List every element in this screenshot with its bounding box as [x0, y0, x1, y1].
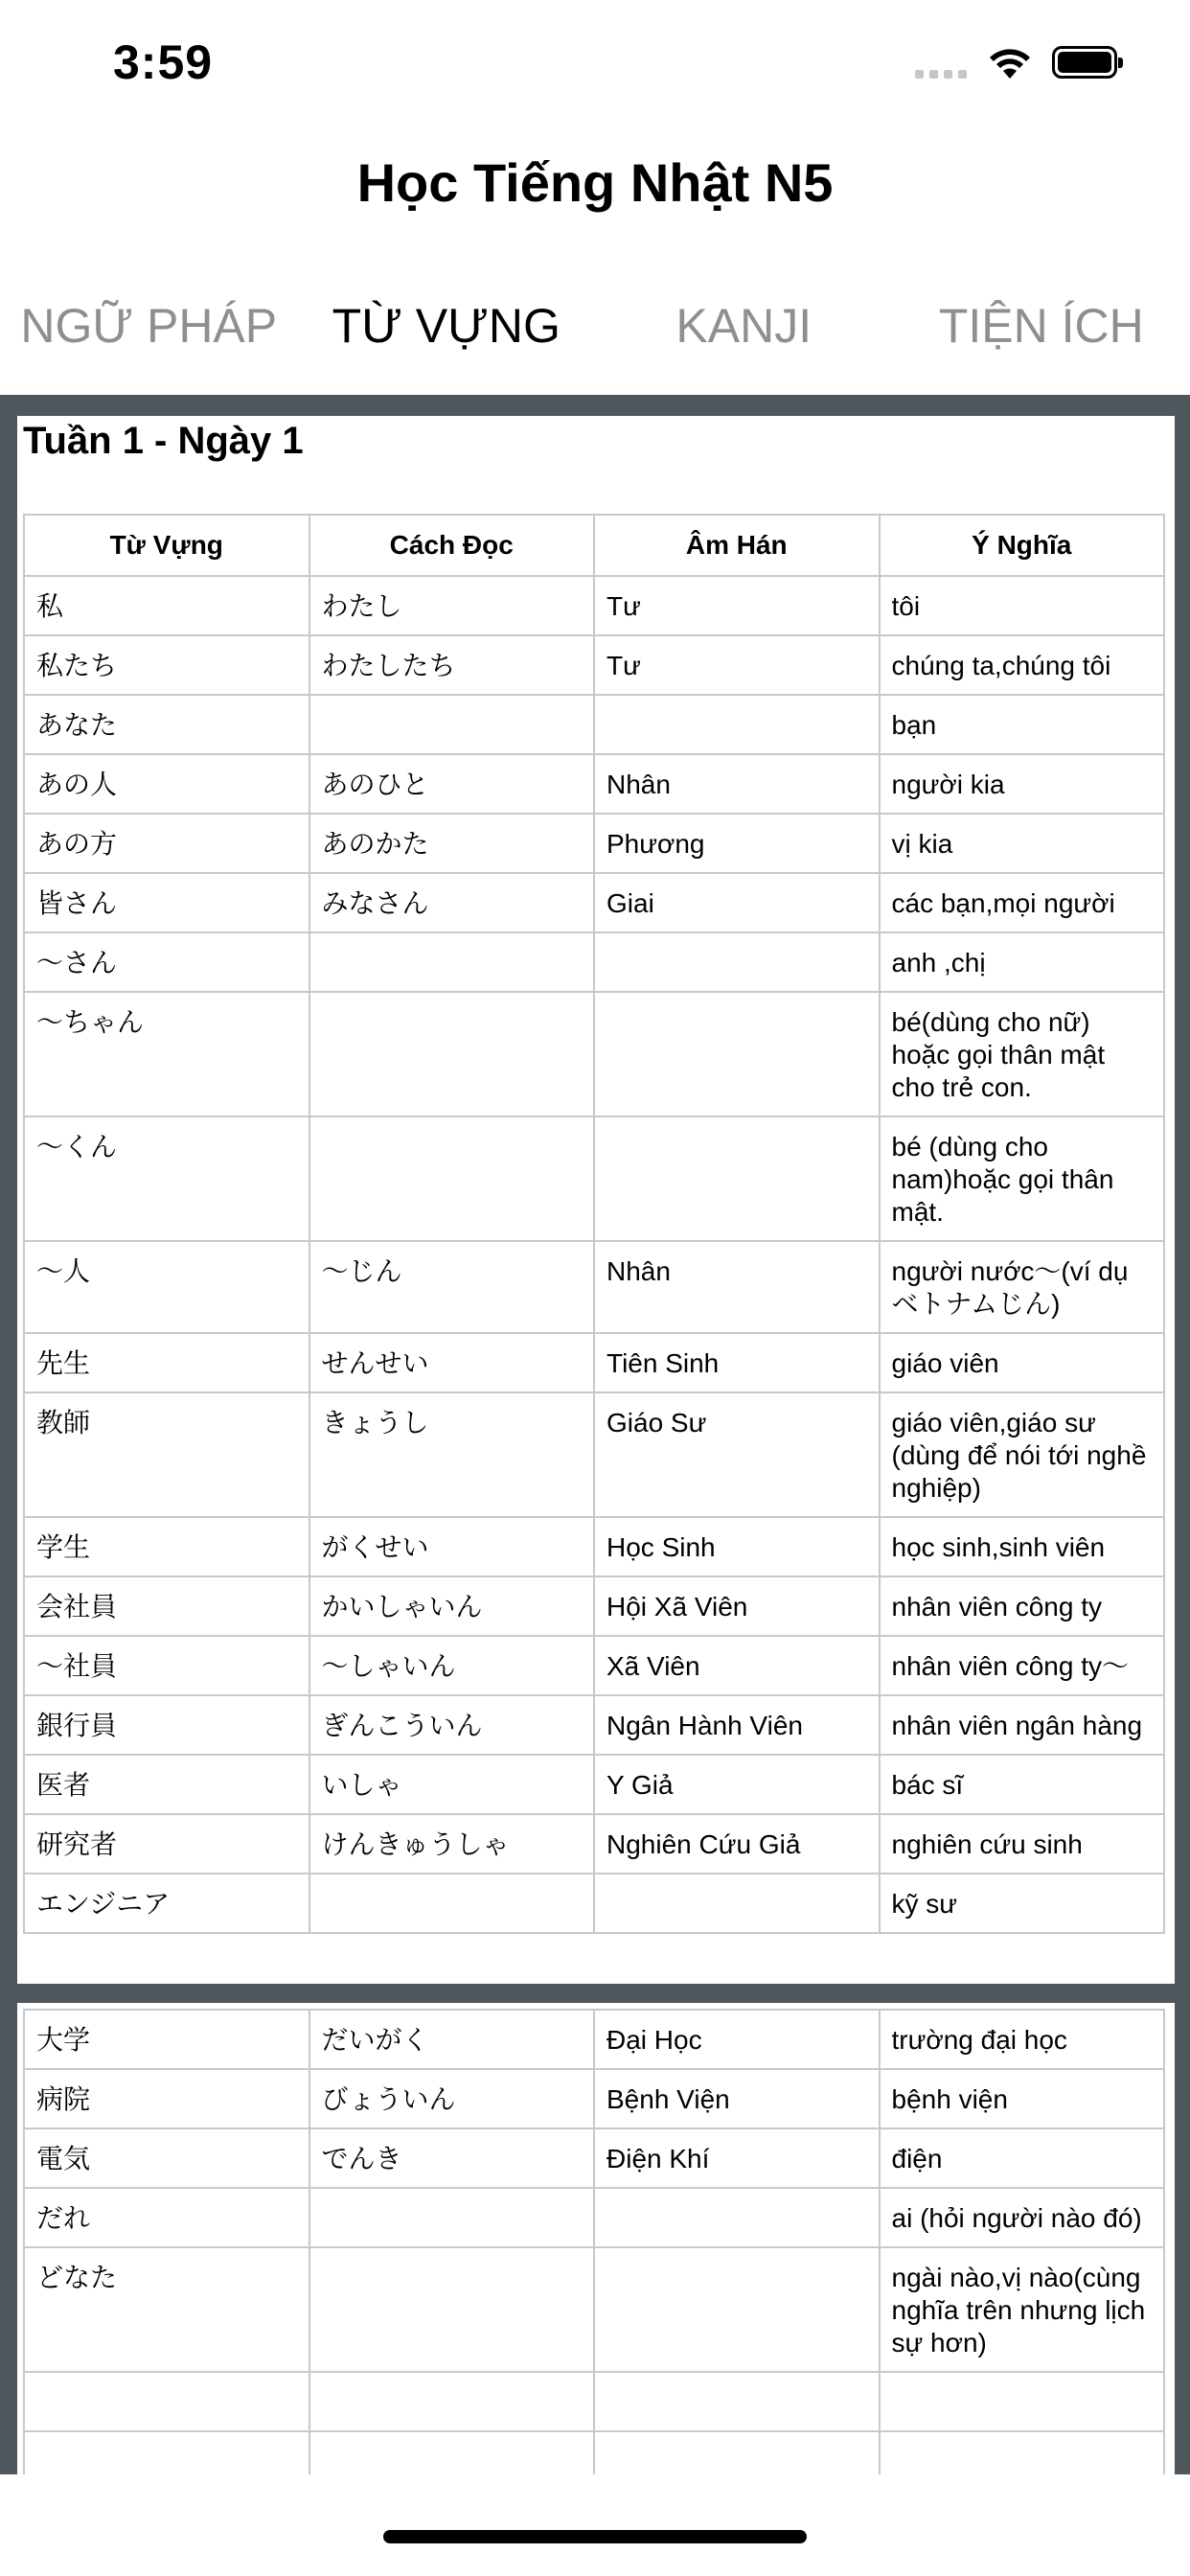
table-cell: giáo viên	[880, 1333, 1165, 1392]
table-cell	[594, 695, 880, 754]
table-cell: người nước～(ví dụ ベトナムじん)	[880, 1241, 1165, 1333]
table-cell: ai (hỏi người nào đó)	[880, 2188, 1165, 2247]
table-cell	[309, 2431, 595, 2474]
table-cell: Giáo Sư	[594, 1392, 880, 1517]
table-cell	[309, 2188, 595, 2247]
battery-icon	[1052, 46, 1117, 79]
table-cell	[594, 2431, 880, 2474]
table-cell: bác sĩ	[880, 1755, 1165, 1814]
cellular-signal-icon	[915, 65, 973, 79]
table-cell: エンジニア	[24, 1874, 309, 1933]
wifi-icon	[987, 44, 1033, 80]
table-cell: bạn	[880, 695, 1165, 754]
table-cell: Hội Xã Viên	[594, 1576, 880, 1636]
status-time: 3:59	[113, 35, 214, 89]
table-cell: あのひと	[309, 754, 595, 814]
table-cell	[309, 992, 595, 1116]
table-cell: わたしたち	[309, 635, 595, 695]
table-row	[24, 1636, 1164, 1695]
table-cell: bệnh viện	[880, 2069, 1165, 2128]
table-cell: 学生	[24, 1517, 309, 1576]
table-cell: ～ちゃん	[24, 992, 309, 1116]
table-row	[24, 2010, 1164, 2069]
column-header: Cách Đọc	[309, 515, 595, 576]
table-row	[24, 1517, 1164, 1576]
table-cell: 教師	[24, 1392, 309, 1517]
table-cell: các bạn,mọi người	[880, 873, 1165, 932]
table-cell: だいがく	[309, 2010, 595, 2069]
table-row	[24, 1116, 1164, 1241]
table-cell: 大学	[24, 2010, 309, 2069]
table-cell	[309, 932, 595, 992]
table-cell: vị kia	[880, 814, 1165, 873]
table-cell	[594, 1874, 880, 1933]
table-cell: あのかた	[309, 814, 595, 873]
table-cell: わたし	[309, 576, 595, 635]
table-cell: びょういん	[309, 2069, 595, 2128]
table-cell: 私たち	[24, 635, 309, 695]
table-cell: nghiên cứu sinh	[880, 1814, 1165, 1874]
table-cell: でんき	[309, 2128, 595, 2188]
table-cell: あの人	[24, 754, 309, 814]
table-cell: học sinh,sinh viên	[880, 1517, 1165, 1576]
table-row	[24, 1333, 1164, 1392]
table-cell	[594, 992, 880, 1116]
table-cell: ～じん	[309, 1241, 595, 1333]
table-cell	[309, 1874, 595, 1933]
table-cell: nhân viên công ty	[880, 1576, 1165, 1636]
table-cell: bé (dùng cho nam)hoặc gọi thân mật.	[880, 1116, 1165, 1241]
table-cell: anh ,chị	[880, 932, 1165, 992]
table-row	[24, 1755, 1164, 1814]
table-cell	[309, 695, 595, 754]
table-cell: Nhân	[594, 754, 880, 814]
table-row	[24, 1814, 1164, 1874]
table-row	[24, 635, 1164, 695]
table-cell: Ngân Hành Viên	[594, 1695, 880, 1755]
table-cell: Xã Viên	[594, 1636, 880, 1695]
table-cell: Tư	[594, 576, 880, 635]
table-cell	[309, 2372, 595, 2431]
lesson-content[interactable]	[0, 395, 1190, 2474]
table-cell: Bệnh Viện	[594, 2069, 880, 2128]
table-cell: 皆さん	[24, 873, 309, 932]
table-cell: Giai	[594, 873, 880, 932]
table-header-row	[24, 515, 1164, 576]
tab-1[interactable]: TỪ VỰNG	[332, 299, 561, 353]
table-cell	[594, 932, 880, 992]
table-cell: けんきゅうしゃ	[309, 1814, 595, 1874]
lesson-page	[17, 2003, 1175, 2474]
table-row	[24, 2372, 1164, 2431]
table-cell: 会社員	[24, 1576, 309, 1636]
table-cell: Học Sinh	[594, 1517, 880, 1576]
table-cell	[880, 2431, 1165, 2474]
table-cell	[309, 1116, 595, 1241]
table-row	[24, 873, 1164, 932]
column-header: Âm Hán	[594, 515, 880, 576]
table-cell: nhân viên ngân hàng	[880, 1695, 1165, 1755]
table-cell: Tiên Sinh	[594, 1333, 880, 1392]
table-row	[24, 754, 1164, 814]
table-cell: chúng ta,chúng tôi	[880, 635, 1165, 695]
table-cell: ～くん	[24, 1116, 309, 1241]
table-cell	[309, 2247, 595, 2372]
table-cell: 私	[24, 576, 309, 635]
lesson-heading: Tuần 1 - Ngày 1	[23, 420, 304, 462]
status-bar	[0, 0, 1190, 125]
table-cell: せんせい	[309, 1333, 595, 1392]
lesson-page	[17, 416, 1175, 1984]
column-header: Từ Vựng	[24, 515, 309, 576]
table-cell: ぎんこういん	[309, 1695, 595, 1755]
table-cell	[24, 2431, 309, 2474]
table-cell: điện	[880, 2128, 1165, 2188]
vocabulary-table	[23, 2009, 1165, 2474]
tab-2[interactable]: KANJI	[675, 299, 812, 353]
table-cell: nhân viên công ty～	[880, 1636, 1165, 1695]
table-row	[24, 992, 1164, 1116]
table-row	[24, 2247, 1164, 2372]
table-row	[24, 932, 1164, 992]
table-cell: きょうし	[309, 1392, 595, 1517]
table-row	[24, 2188, 1164, 2247]
table-cell: 医者	[24, 1755, 309, 1814]
column-header: Ý Nghĩa	[880, 515, 1165, 576]
table-row	[24, 576, 1164, 635]
table-row	[24, 2069, 1164, 2128]
table-cell: あなた	[24, 695, 309, 754]
table-cell: trường đại học	[880, 2010, 1165, 2069]
table-cell: 研究者	[24, 1814, 309, 1874]
table-row	[24, 1576, 1164, 1636]
table-cell	[24, 2372, 309, 2431]
table-cell	[594, 2247, 880, 2372]
table-cell: どなた	[24, 2247, 309, 2372]
table-cell	[880, 2372, 1165, 2431]
table-row	[24, 2128, 1164, 2188]
table-row	[24, 1874, 1164, 1933]
tab-3[interactable]: TIỆN ÍCH	[938, 299, 1144, 353]
table-cell: Y Giả	[594, 1755, 880, 1814]
table-row	[24, 814, 1164, 873]
table-cell: ngài nào,vị nào(cùng nghĩa trên nhưng lịch sự hơn)	[880, 2247, 1165, 2372]
table-cell: ～さん	[24, 932, 309, 992]
table-cell: 先生	[24, 1333, 309, 1392]
table-cell	[594, 2188, 880, 2247]
table-row	[24, 1241, 1164, 1333]
table-cell: かいしゃいん	[309, 1576, 595, 1636]
table-cell: Phương	[594, 814, 880, 873]
table-cell: giáo viên,giáo sư (dùng để nói tới nghề nghiệp)	[880, 1392, 1165, 1517]
page-title: Học Tiếng Nhật N5	[356, 152, 834, 213]
table-cell: ～社員	[24, 1636, 309, 1695]
table-cell: いしゃ	[309, 1755, 595, 1814]
table-cell: 電気	[24, 2128, 309, 2188]
table-cell: ～しゃいん	[309, 1636, 595, 1695]
table-row	[24, 1695, 1164, 1755]
table-cell: kỹ sư	[880, 1874, 1165, 1933]
table-cell: がくせい	[309, 1517, 595, 1576]
table-row	[24, 2431, 1164, 2474]
table-row	[24, 1392, 1164, 1517]
table-cell: Đại Học	[594, 2010, 880, 2069]
table-cell: 銀行員	[24, 1695, 309, 1755]
tab-bar	[0, 288, 1190, 364]
table-cell: tôi	[880, 576, 1165, 635]
table-cell: Nghiên Cứu Giả	[594, 1814, 880, 1874]
table-cell: あの方	[24, 814, 309, 873]
vocabulary-table	[23, 514, 1165, 1934]
home-indicator[interactable]	[383, 2530, 807, 2543]
table-row	[24, 695, 1164, 754]
table-cell: みなさん	[309, 873, 595, 932]
table-cell	[594, 1116, 880, 1241]
table-cell: bé(dùng cho nữ) hoặc gọi thân mật cho trẻ con.	[880, 992, 1165, 1116]
table-cell	[594, 2372, 880, 2431]
table-cell: Tư	[594, 635, 880, 695]
table-cell: 病院	[24, 2069, 309, 2128]
table-cell: Điện Khí	[594, 2128, 880, 2188]
table-cell: Nhân	[594, 1241, 880, 1333]
table-cell: người kia	[880, 754, 1165, 814]
table-cell: だれ	[24, 2188, 309, 2247]
table-cell: ～人	[24, 1241, 309, 1333]
tab-0[interactable]: NGỮ PHÁP	[20, 299, 278, 353]
